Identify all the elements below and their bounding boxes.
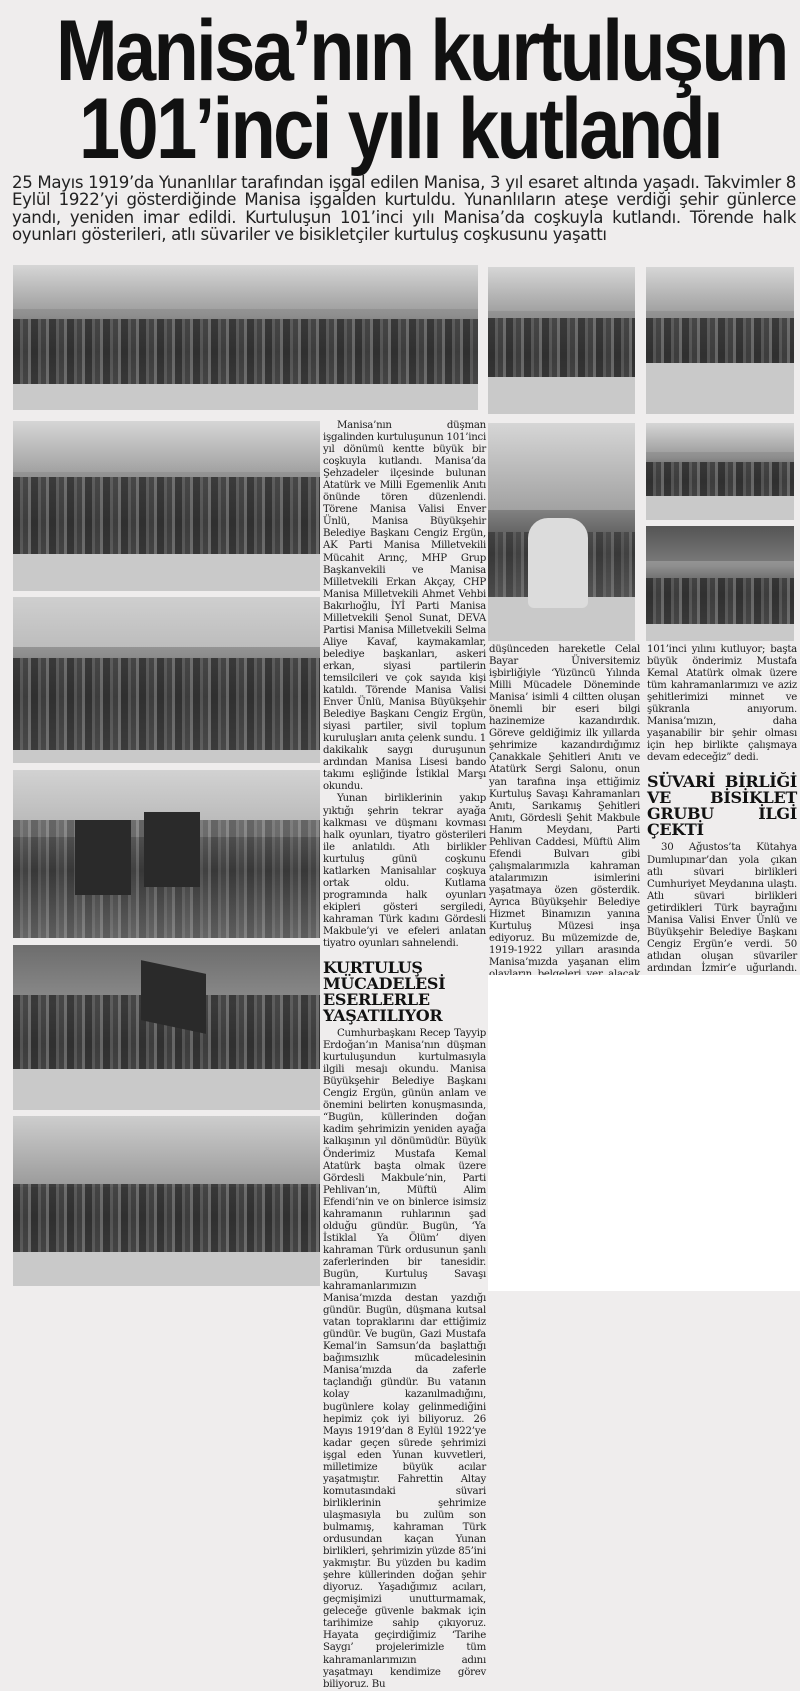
cyclists-photo xyxy=(13,597,320,763)
deck-summary: 25 Mayıs 1919’da Yunanlılar tarafından işgal edilen Manisa, 3 yıl esaret altında yaşadı. Takvimler 8 Eylül 1922’yi gösterdiğinde Manisa işgalden kurtuldu. Yunanlıların ateşe verdiği şehir günlerce yandı, yeniden imar edildi. Kurtuluşun 101’inci yılı Manisa’da coşkuyla kutlandı. Törende halk oyunları gösterileri, atlı süvariler ve bisikletçiler kurtuluş coşkusunu yaşattı xyxy=(12,173,796,245)
folk-dancers-flag-photo xyxy=(13,945,320,1110)
flag-holders-photo xyxy=(13,770,320,938)
wreath-laying-photo xyxy=(488,267,635,414)
folk-dancers-square-photo xyxy=(13,1116,320,1286)
cavalry-photo xyxy=(646,526,794,641)
headline-line-1: Manisa’nın kurtuluşun xyxy=(56,3,787,99)
article-paragraph: Manisa’nın düşman işgalinden kurtuluşunun 101’inci yıl dönümü kentte büyük bir coşkuyla kutlandı. Manisa’da Şehzadeler ilçesinde bulunan Atatürk ve Milli Egemenlik Anıtı önünde tören düzenlendi. Törene Manisa Valisi Enver Ünlü, Manisa Büyükşehir Belediye Başkanı Cengiz Ergün, AK Parti Manisa Milletvekili Mücahit Arınç, MHP Grup Başkanvekili ve Manisa Milletvekili Erkan Akçay, CHP Manisa Milletvekili Ahmet Vehbi Bakırlıoğlu, İYİ Parti Manisa Milletvekili Şenol Sunat, DEVA Partisi Manisa Milletvekili Selma Aliye Kavaf, kaymakamlar, belediye başkanları, askeri erkan, siyasi partilerin temsilcileri ve çok sayıda kişi katıldı. Törende Manisa Valisi Enver Ünlü, Manisa Büyükşehir Belediye Başkanı Cengiz Ergün, siyasi partiler, sivil toplum kuruluşları anıta çelenk sundu. 1 dakikalık saygı duruşunun ardından Manisa Lisesi bando takımı eşliğinde İstiklal Marşı okundu. xyxy=(323,420,486,793)
article-paragraph: Yunan birliklerinin yakıp yıktığı şehrin tekrar ayağa kalkması ve düşmanı kovması halk oyunları, tiyatro gösterileri ile anlatıldı. Atlı birlikler kurtuluş günü coşkunu katlarken Manisalılar coşkuya ortak oldu. Kutlama programında halk oyunları ekipleri gösteri sergiledi, kahraman Türk kadını Gördesli Makbule’yi ve efeleri anlatan tiyatro oyunları sahnelendi. xyxy=(323,793,486,950)
subheading-suvari: SÜVARİ BİRLİĞİ VE BİSİKLET GRUBU İLGİ ÇEKTİ xyxy=(647,772,797,840)
subheading-kurtulus: KURTULUŞ MÜCADELESİ ESERLERLE YAŞATILIYOR xyxy=(323,958,446,1026)
article-paragraph: düşünceden hareketle Celal Bayar Üniversitemiz işbirliğiyle ‘Yüzüncü Yılında Milli Mücadele Döneminde Manisa’ isimli 4 ciltten oluşan önemli bir eseri bilgi hazinemize kazandırdık. Göreve geldiğimiz ilk yıllarda şehrimize kazandırdığımız Çanakkale Şehitleri Anıtı ve Atatürk Sergi Salonu, onun yan tarafına inşa ettiğimiz Kurtuluş Savaşı Kahramanları Anıtı, Sarıkamış Şehitleri Anıtı, Gördesli Şehit Makbule Hanım Meydanı, Parti Pehlivan Caddesi, Müftü Alim Efendi Bulvarı gibi çalışmalarımızla kahraman atalarımızın isimlerini yaşatmaya özen gösterdik. Ayrıca Büyükşehir Belediye Hizmet Binamızın yanına Kurtuluş Müzesi inşa ediyoruz. Bu müzemizde de, 1919-1922 yılları arasında Manisa’mızda yaşanan elim xyxy=(489,644,640,969)
blank-area xyxy=(488,975,800,1291)
headline-line-2: 101’inci yılı kutlandı xyxy=(78,81,721,177)
article-paragraph: 101’inci yılını kutluyor; başta büyük önderimiz Mustafa Kemal Atatürk olmak üzere tüm kahramanlarımızı ve aziz şehitlerimizi minnet ve şükranla anıyorum. Manisa’mızın, daha yaşanabilir bir şehir olması için hep birlikte çalışmaya devam edeceğiz” dedi. xyxy=(647,644,797,764)
marching-soldiers-photo xyxy=(646,423,794,520)
turkish-flag-left xyxy=(75,820,131,895)
wreath-efe-photo xyxy=(646,267,794,414)
article-text: 30 Ağustos’ta Kütahya Dumlupınar’dan yola çıkan atlı süvari birlikleri Cumhuriyet Meydanına ulaştı. Atlı süvari birlikleri getirdikleri Türk bayrağını Manisa Valisi Enver Ünlü ve Büyükşehir Belediye Başkanı Cengiz Ergün’e verdi. 50 atlıdan oluşan süvariler ardından İzmir’e uğurlandı. xyxy=(647,842,797,974)
turkish-flag-right xyxy=(144,812,200,887)
article-paragraph: Cumhurbaşkanı Recep Tayyip Erdoğan’ın Manisa’nın düşman kurtuluşundun kurtulmasıyla ilgili mesajı okundu. Manisa Büyükşehir Belediye Başkanı Cengiz Ergün, günün anlam ve önemini belirten konuşmasında, “Bugün, küllerinden doğan kadim şehrimizin yeniden ayağa kalkışının yıl dönümüdür. Büyük Önderimiz Mustafa Kemal Atatürk başta olmak üzere Gördesli Makbule’nin, Parti Pehlivan’ın, Müftü Alim Efendi’nin ve on binlerce isimsiz kahramanın ruhlarının şad olduğu gündür. Bugün, ‘Ya İstiklal Ya Ölüm’ diyen kahraman Türk ordusunun şanlı zaferlerinden bir tanesidir. Bugün, Kurtuluş Savaşı kahramanlarımızın Manisa’mızda destan yazdığı gündür. Bugün, düşmana kutsal vatan topraklarını dar ettiğimiz gündür. Ve bugün, Gazi Mustafa Kemal’in Samsun’da başlattığı bağımsızlık mücadelesinin Manisa’mızda da zaferle taçlandığı gündür. Bu vatanın kolay kazanılmadığını, bugünlere kolay gelinmediğini hepimiz çok iyi biliyoruz. 26 Mayıs 1919’dan 8 Eylül 1922’ye kadar geçen sürede şehrimizi işgal eden Yunan kuvvetleri, milletimize büyük acılar yaşatmıştır. Fahrettin Altay komutasındaki süvari birliklerinin şehrimize ulaşmasıyla bu zulüm son bulmamış, kahraman Türk ordusundan kaçan Yunan birlikleri, şehrimizin yüzde 85’ini yakmıştır. Bu yüzden bu kadim şehre küllerinden doğan şehir diyoruz. Yaşadığımız acıları, geçmişimizi unutturmamak, geleceğe güvenle bakmak için tarihimize sahip çıkıyoruz. Hayata geçirdiğimiz ‘Tarihe Saygı’ projelerimizle tüm kahramanlarımızın adını yaşatmayı kendimize görev biliyoruz. Bu xyxy=(323,1028,486,1690)
horseman-flag-photo xyxy=(488,423,635,641)
article-column-1 xyxy=(323,420,486,1691)
soldiers-saluting-photo xyxy=(13,421,320,591)
white-horse xyxy=(528,518,588,608)
ceremony-officials-photo xyxy=(13,265,478,410)
